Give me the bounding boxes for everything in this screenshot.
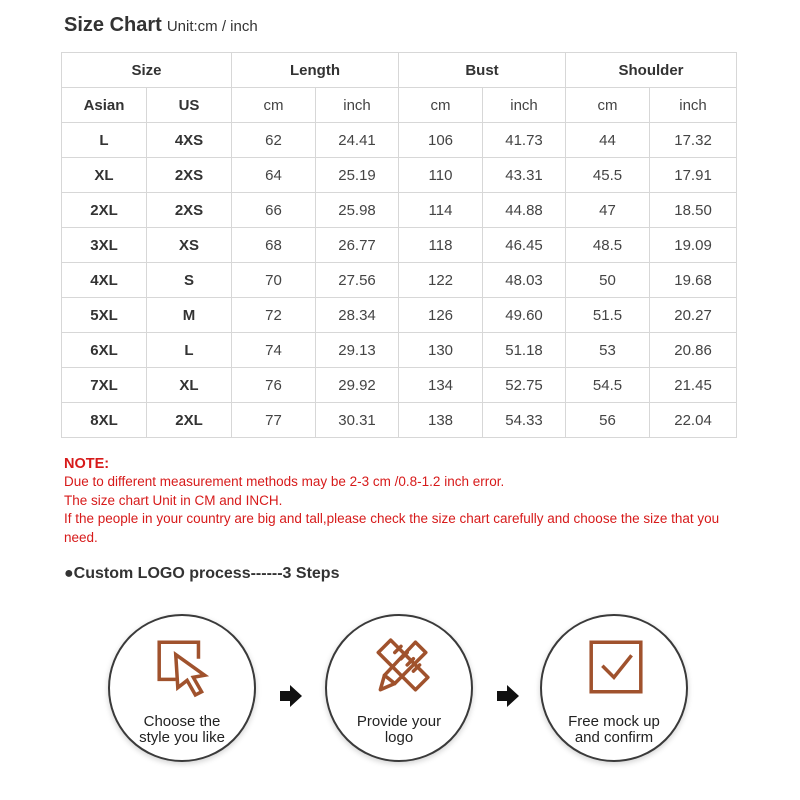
table-cell: 26.77 — [316, 228, 399, 263]
table-cell: 51.5 — [566, 298, 650, 333]
unit-label: Unit:cm / inch — [166, 18, 258, 35]
table-cell: 122 — [399, 263, 483, 298]
page-title: Size Chart — [64, 14, 162, 36]
pencil-ruler-icon — [370, 636, 432, 698]
table-cell: 130 — [399, 333, 483, 368]
table-cell: 76 — [232, 368, 316, 403]
step-label: Provide your logo — [356, 713, 442, 746]
table-cell: 52.75 — [483, 368, 566, 403]
table-row — [62, 403, 737, 438]
table-cell: 126 — [399, 298, 483, 333]
note-line: If the people in your country are big and tall,please check the size chart carefully and choose the size that you need. — [64, 511, 720, 546]
table-row — [62, 193, 737, 228]
table-cell: 44.88 — [483, 193, 566, 228]
checkbox-check-icon — [585, 636, 647, 698]
subheader-row — [62, 88, 737, 123]
table-cell: 25.98 — [316, 193, 399, 228]
step-choose-style — [108, 614, 256, 762]
group-header-row — [62, 53, 737, 88]
table-cell: 17.32 — [650, 123, 737, 158]
table-cell: 45.5 — [566, 158, 650, 193]
table-cell: 106 — [399, 123, 483, 158]
step-label: Free mock up and confirm — [568, 713, 660, 746]
step-mock-up-confirm — [540, 614, 688, 762]
table-cell: 62 — [232, 123, 316, 158]
table-cell: XL — [147, 368, 232, 403]
table-cell: S — [147, 263, 232, 298]
table-cell: 134 — [399, 368, 483, 403]
table-cell: 50 — [566, 263, 650, 298]
table-row — [62, 123, 737, 158]
table-cell: 41.73 — [483, 123, 566, 158]
table-row — [62, 298, 737, 333]
table-cell: 56 — [566, 403, 650, 438]
subheader-shoulder-inch: inch — [650, 88, 737, 123]
table-row — [62, 333, 737, 368]
table-cell: 6XL — [62, 333, 147, 368]
table-cell: 44 — [566, 123, 650, 158]
table-cell: 49.60 — [483, 298, 566, 333]
note-line: The size chart Unit in CM and INCH. — [64, 492, 283, 508]
table-cell: 114 — [399, 193, 483, 228]
table-cell: 3XL — [62, 228, 147, 263]
table-row — [62, 368, 737, 403]
table-cell: 2XL — [147, 403, 232, 438]
table-cell: M — [147, 298, 232, 333]
arrow-right-icon — [496, 684, 520, 708]
table-cell: 46.45 — [483, 228, 566, 263]
note-line: Due to different measurement methods may be 2-3 cm /0.8-1.2 inch error. — [64, 474, 505, 489]
group-header-size: Size — [62, 53, 232, 88]
table-cell: 64 — [232, 158, 316, 193]
table-cell: XS — [147, 228, 232, 263]
table-cell: 4XS — [147, 123, 232, 158]
table-cell: 53 — [566, 333, 650, 368]
table-cell: 8XL — [62, 403, 147, 438]
table-cell: 51.18 — [483, 333, 566, 368]
table-cell: 29.13 — [316, 333, 399, 368]
table-cell: XL — [62, 158, 147, 193]
table-cell: 2XS — [147, 158, 232, 193]
subheader-length-inch: inch — [316, 88, 399, 123]
table-cell: 48.5 — [566, 228, 650, 263]
group-header-length: Length — [232, 53, 399, 88]
table-cell: 29.92 — [316, 368, 399, 403]
group-header-shoulder: Shoulder — [566, 53, 737, 88]
subheader-bust-inch: inch — [483, 88, 566, 123]
table-cell: 24.41 — [316, 123, 399, 158]
table-cell: 30.31 — [316, 403, 399, 438]
table-row — [62, 263, 737, 298]
table-cell: 2XS — [147, 193, 232, 228]
group-header-bust: Bust — [399, 53, 566, 88]
table-cell: 20.27 — [650, 298, 737, 333]
step-label: Choose the style you like — [139, 713, 225, 746]
table-cell: 43.31 — [483, 158, 566, 193]
table-cell: L — [62, 123, 147, 158]
note-block — [64, 455, 744, 548]
subheader-length-cm: cm — [232, 88, 316, 123]
table-cell: 54.33 — [483, 403, 566, 438]
table-cell: 2XL — [62, 193, 147, 228]
size-table — [61, 52, 737, 438]
table-cell: 5XL — [62, 298, 147, 333]
subheader-us: US — [147, 88, 232, 123]
table-row — [62, 228, 737, 263]
table-cell: 18.50 — [650, 193, 737, 228]
table-cell: 20.86 — [650, 333, 737, 368]
table-cell: 4XL — [62, 263, 147, 298]
table-cell: 72 — [232, 298, 316, 333]
table-cell: 28.34 — [316, 298, 399, 333]
table-cell: 70 — [232, 263, 316, 298]
table-cell: 19.09 — [650, 228, 737, 263]
table-cell: 7XL — [62, 368, 147, 403]
table-cell: 25.19 — [316, 158, 399, 193]
table-cell: 74 — [232, 333, 316, 368]
cursor-select-icon — [153, 636, 215, 698]
size-chart-title — [64, 14, 258, 40]
note-title: NOTE: — [64, 456, 110, 472]
table-cell: 47 — [566, 193, 650, 228]
table-row — [62, 158, 737, 193]
subheader-bust-cm: cm — [399, 88, 483, 123]
table-cell: L — [147, 333, 232, 368]
table-cell: 21.45 — [650, 368, 737, 403]
table-cell: 118 — [399, 228, 483, 263]
table-cell: 110 — [399, 158, 483, 193]
table-cell: 17.91 — [650, 158, 737, 193]
table-cell: 68 — [232, 228, 316, 263]
table-cell: 27.56 — [316, 263, 399, 298]
step-provide-logo — [325, 614, 473, 762]
table-cell: 22.04 — [650, 403, 737, 438]
table-cell: 54.5 — [566, 368, 650, 403]
table-cell: 138 — [399, 403, 483, 438]
process-title: ●Custom LOGO process------3 Steps — [64, 565, 340, 582]
table-cell: 66 — [232, 193, 316, 228]
table-cell: 19.68 — [650, 263, 737, 298]
arrow-right-icon — [279, 684, 303, 708]
table-body — [62, 123, 737, 438]
subheader-shoulder-cm: cm — [566, 88, 650, 123]
subheader-asian: Asian — [62, 88, 147, 123]
table-cell: 48.03 — [483, 263, 566, 298]
table-cell: 77 — [232, 403, 316, 438]
